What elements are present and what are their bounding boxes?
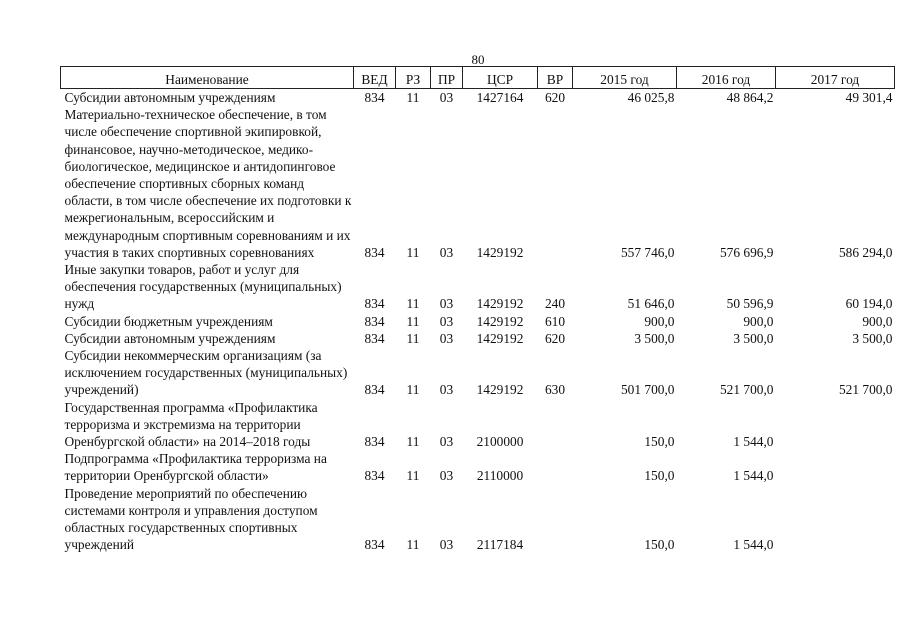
row-rz: 11 [406,382,420,398]
row-rz: 11 [406,244,420,260]
row-ved: 834 [364,244,385,260]
row-ved: 834 [364,313,385,329]
row-pr: 03 [439,382,454,398]
column-header-2017: 2017 год [776,67,895,89]
row-ved: 834 [364,296,385,312]
row-2016: 50 596,9 [726,296,774,312]
row-ved: 834 [364,468,385,484]
row-name: Государственная программа «Профилактика терроризма и экстремизма на территории Оренбургской области» на 2014–2018 годы [64,399,318,450]
row-pr: 03 [439,296,454,312]
row-pr: 03 [439,330,454,346]
table-row [61,106,895,261]
row-csr: 1429192 [476,313,524,329]
row-name: Субсидии автономным учреждениям [64,330,276,346]
row-vr [538,106,573,261]
page-number: 80 [471,52,485,67]
row-name: Субсидии бюджетным учреждениям [64,313,273,329]
row-rz: 11 [406,537,420,553]
row-2015: 900,0 [644,313,675,329]
column-header-csr: ЦСР [463,67,538,89]
column-header-2015: 2015 год [573,67,677,89]
row-2016: 1 544,0 [733,468,774,484]
row-csr: 1429192 [476,296,524,312]
row-rz: 11 [406,313,420,329]
table-row [61,399,895,451]
table-row [61,89,895,107]
row-2015: 150,0 [644,434,675,450]
row-rz: 11 [406,330,420,346]
row-2015: 3 500,0 [634,330,675,346]
row-vr: 620 [544,330,566,346]
row-2016: 576 696,9 [719,244,774,260]
row-2015: 557 746,0 [620,244,675,260]
table-row [61,450,895,484]
row-csr: 2117184 [476,537,524,553]
row-vr [538,485,573,554]
row-pr: 03 [439,434,454,450]
row-ved: 834 [364,330,385,346]
row-vr [538,450,573,484]
row-2015: 46 025,8 [627,90,675,105]
row-name: Субсидии автономным учреждениям [64,90,276,105]
table-row [61,347,895,399]
column-header-name: Наименование [61,67,354,89]
row-vr: 610 [544,313,566,329]
row-name: Материально-техническое обеспечение, в том числе обеспечение спортивной экипировкой, финансовое, научно-методическое, медико-биологическое, медицинское и антидопинговое обеспечение спортивных сборных команд области, в том числе обеспечение их подготовки к межрегиональным, всероссийским и международным спортивным соревнованиям и их участия в таких спортивных соревнованиях [64,107,352,260]
row-pr: 03 [439,244,454,260]
row-ved: 834 [364,90,385,105]
row-rz: 11 [406,434,420,450]
table-row [61,485,895,554]
row-2016: 3 500,0 [733,330,774,346]
row-2015: 150,0 [644,468,675,484]
row-csr: 2100000 [476,434,524,450]
row-2016: 48 864,2 [726,90,774,105]
row-2017: 60 194,0 [845,296,893,312]
row-csr: 1429192 [476,330,524,346]
column-header-pr: ПР [431,67,463,89]
table-header-row [61,67,895,89]
budget-table [60,66,895,553]
column-header-ved: ВЕД [354,67,396,89]
row-vr [538,399,573,451]
row-name: Проведение мероприятий по обеспечению системами контроля и управления доступом областных государственных спортивных учреждений [64,485,318,553]
table-row [61,261,895,313]
row-2017: 49 301,4 [845,90,893,105]
row-pr: 03 [439,468,454,484]
row-csr: 1429192 [476,382,524,398]
row-csr: 1429192 [476,244,524,260]
row-pr: 03 [439,90,454,105]
column-header-vr: ВР [538,67,573,89]
row-2015: 51 646,0 [627,296,675,312]
row-2017 [776,399,895,451]
row-2017: 900,0 [862,313,893,329]
row-2015: 501 700,0 [620,382,675,398]
row-2015: 150,0 [644,537,675,553]
row-rz: 11 [406,296,420,312]
row-name: Подпрограмма «Профилактика терроризма на территории Оренбургской области» [64,451,327,484]
row-vr: 240 [544,296,566,312]
row-2017: 521 700,0 [838,382,893,398]
column-header-2016: 2016 год [677,67,776,89]
row-2017: 3 500,0 [852,330,893,346]
row-vr: 620 [544,90,566,105]
row-name: Субсидии некоммерческим организациям (за исключением государственных (муниципальных) учреждений) [64,348,348,398]
row-2016: 900,0 [743,313,774,329]
row-pr: 03 [439,537,454,553]
row-ved: 834 [364,434,385,450]
table-row [61,313,895,330]
row-2017 [776,485,895,554]
table-row [61,330,895,347]
row-2016: 1 544,0 [733,434,774,450]
row-2017: 586 294,0 [838,244,893,260]
row-rz: 11 [406,468,420,484]
row-csr: 1427164 [476,90,524,105]
row-vr: 630 [544,382,566,398]
row-ved: 834 [364,537,385,553]
row-csr: 2110000 [476,468,524,484]
column-header-rz: РЗ [396,67,431,89]
row-2016: 521 700,0 [719,382,774,398]
row-2017 [776,450,895,484]
row-2016: 1 544,0 [733,537,774,553]
row-pr: 03 [439,313,454,329]
row-rz: 11 [406,90,420,105]
row-name: Иные закупки товаров, работ и услуг для обеспечения государственных (муниципальных) нужд [64,262,342,312]
row-ved: 834 [364,382,385,398]
